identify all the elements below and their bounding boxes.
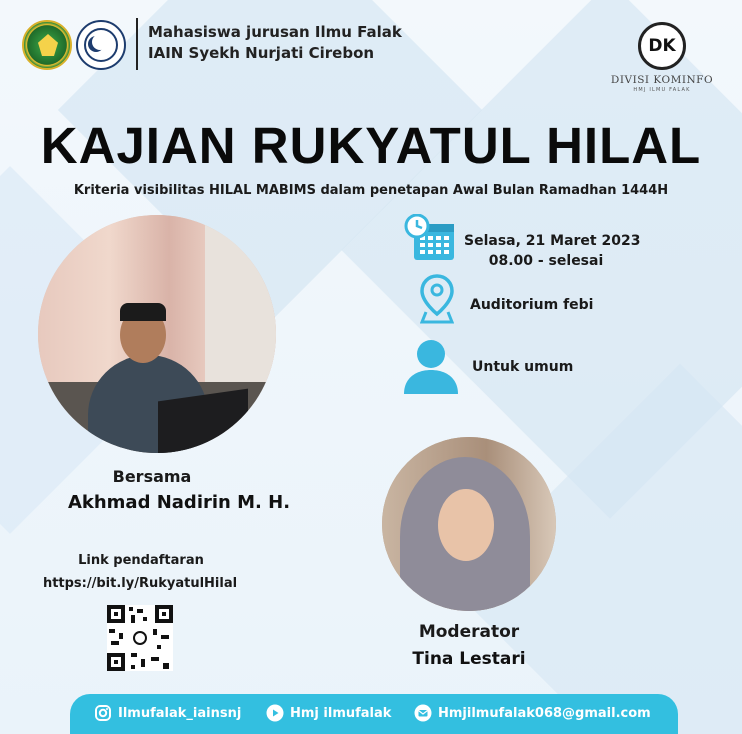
calendar-clock-icon [404,214,456,262]
registration-label: Link pendaftaran [78,553,204,568]
youtube-icon [266,704,284,722]
iain-logo [22,20,72,70]
organization-line-2: IAIN Syekh Nurjati Cirebon [148,44,375,62]
moderator-photo [382,437,556,611]
instagram-handle: Ilmufalak_iainsnj [118,705,242,721]
speaker-role: Bersama [112,467,192,486]
youtube-channel: Hmj ilmufalak [290,705,392,721]
speaker-photo [38,215,276,453]
kominfo-logo [638,22,686,70]
event-location: Auditorium febi [470,297,594,313]
event-time: 08.00 - selesai [488,253,604,269]
instagram-contact[interactable] [94,704,241,722]
youtube-contact[interactable] [266,704,391,722]
moderator-role: Moderator [418,622,520,642]
qr-center-logo [133,631,147,645]
kominfo-title: DIVISI KOMINFO [610,74,714,86]
event-title: KAJIAN RUKYATUL HILAL [40,117,702,174]
event-audience: Untuk umum [472,359,574,375]
kominfo-subtitle: HMJ ILMU FALAK [633,87,691,93]
registration-link[interactable]: https://bit.ly/RukyatulHilal [42,576,238,591]
instagram-icon [94,704,112,722]
header-divider [136,18,138,70]
registration-qr-code[interactable] [107,605,173,671]
event-subtitle: Kriteria visibilitas HILAL MABIMS dalam penetapan Awal Bulan Ramadhan 1444H [73,183,669,198]
email-contact[interactable] [414,704,651,722]
user-icon [402,338,460,396]
kominfo-logo-mark: DK [648,36,676,56]
location-pin-icon [420,274,454,324]
organization-line-1: Mahasiswa jurusan Ilmu Falak [148,23,402,41]
speaker-name: Akhmad Nadirin M. H. [67,492,291,513]
contact-footer [70,694,678,734]
hmj-ilmu-falak-logo [76,20,126,70]
email-address: Hmjilmufalak068@gmail.com [438,705,651,721]
moderator-name: Tina Lestari [412,649,526,669]
event-date: Selasa, 21 Maret 2023 [464,233,641,249]
email-icon [414,704,432,722]
